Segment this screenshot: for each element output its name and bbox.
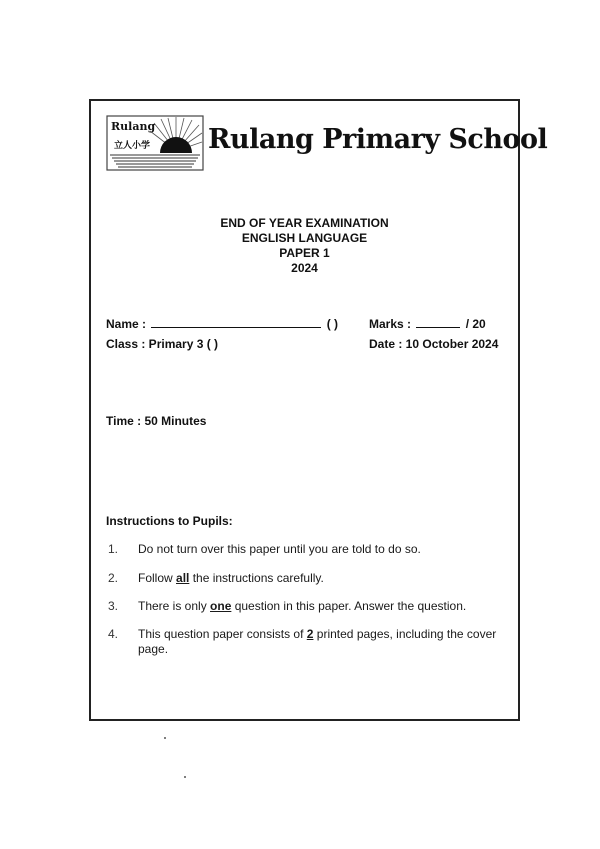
exam-title [89,216,520,276]
exam-title-line3: PAPER 1 [279,246,330,260]
instruction-number: 2. [108,571,119,585]
marks-total: / 20 [465,317,486,331]
time-field: Time : 50 Minutes [106,414,207,428]
instruction-text: There is only one question in this paper. Answer the question. [138,599,467,613]
marks-blank[interactable] [416,316,460,328]
instruction-number: 3. [108,599,119,613]
instruction-text: Follow all the instructions carefully. [138,571,324,585]
date-field: Date : 10 October 2024 [369,337,499,351]
instruction-item [106,542,506,557]
exam-title-line1: END OF YEAR EXAMINATION [220,216,389,230]
logo-text-bottom: 立人小学 [114,141,151,151]
marks-label: Marks : [369,317,412,331]
exam-title-line2: ENGLISH LANGUAGE [241,231,368,245]
scan-speck [164,737,166,739]
instruction-number: 1. [108,542,119,556]
school-logo [106,115,204,171]
marks-row [369,316,486,331]
name-blank[interactable] [151,316,321,328]
name-row [106,316,338,331]
logo-text-top: Rulang [111,120,156,133]
instruction-item [106,571,506,586]
instruction-item [106,599,506,614]
name-label: Name : [106,317,147,331]
instruction-text: This question paper consists of 2 printed pages, including the cover page. [138,627,497,656]
exam-title-line4: 2024 [291,261,318,275]
school-name: Rulang Primary School [208,124,548,155]
instruction-text: Do not turn over this paper until you are told to do so. [138,542,421,556]
instruction-number: 4. [108,627,119,641]
class-field: Class : Primary 3 ( ) [106,337,219,351]
instruction-item [106,627,506,657]
instructions-heading: Instructions to Pupils: [106,514,233,528]
register-number-bracket: ( ) [326,317,339,331]
scan-speck [184,776,186,778]
